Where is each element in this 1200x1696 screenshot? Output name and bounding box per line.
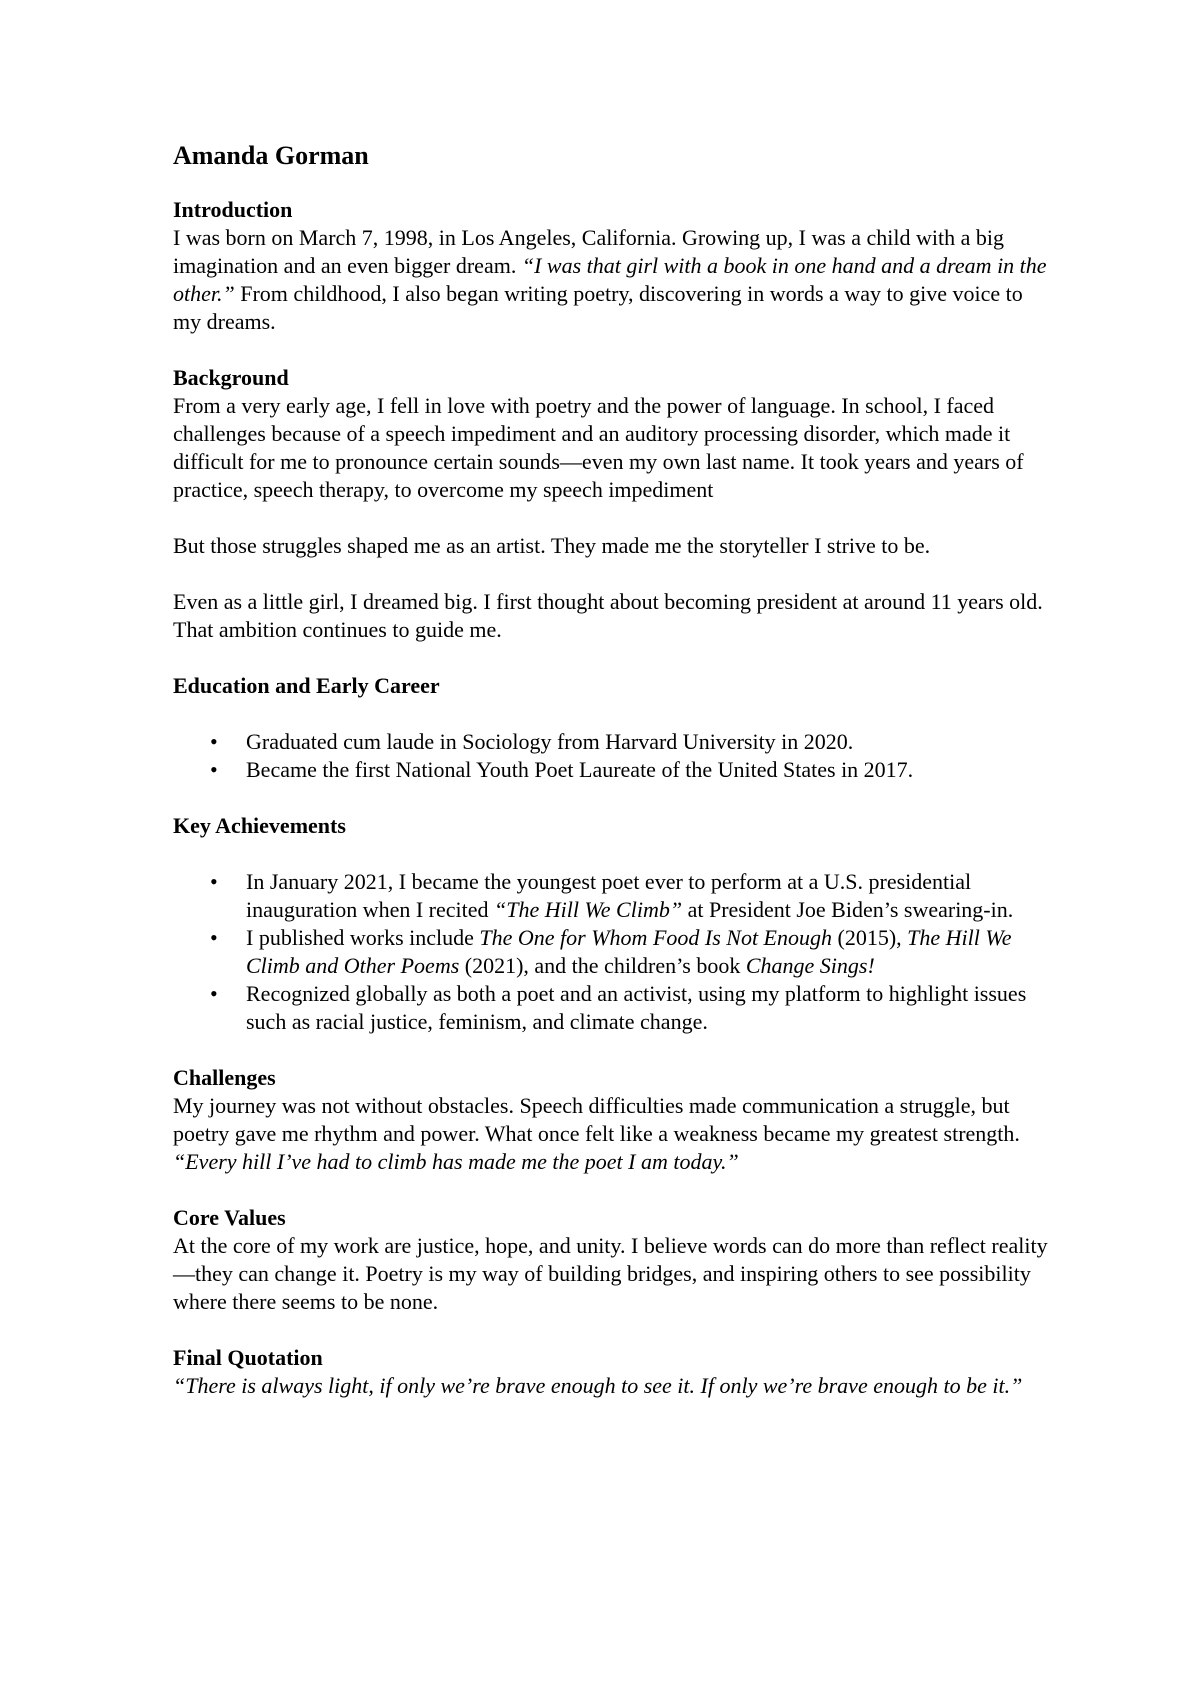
document-page xyxy=(173,138,1053,1428)
achievements-section xyxy=(173,812,1053,1036)
final-quotation-heading: Final Quotation xyxy=(173,1345,323,1370)
achievement-2-text-2: (2015), xyxy=(832,925,908,950)
final-quotation-section xyxy=(173,1344,1053,1400)
achievement-2-title-1: The One for Whom Food Is Not Enough xyxy=(479,925,832,950)
achievement-2-text-1: I published works include xyxy=(246,925,480,950)
education-heading: Education and Early Career xyxy=(173,673,440,698)
education-list xyxy=(173,728,1053,784)
list-item xyxy=(173,868,1053,924)
achievement-2-text-3: (2021), and the children’s book xyxy=(459,953,746,978)
achievement-2-title-3: Change Sings! xyxy=(745,953,875,978)
achievement-1-title: “The Hill We Climb” xyxy=(494,897,683,922)
list-item: • Became the first National Youth Poet Laureate of the United States in 2017. xyxy=(173,756,1053,784)
core-values-paragraph: At the core of my work are justice, hope, and unity. I believe words can do more than reflect reality—they can change it. Poetry is my way of building bridges, and inspiring others to see possibility where there seems to be none. xyxy=(173,1233,1048,1314)
achievements-list xyxy=(173,868,1053,1036)
challenges-paragraph xyxy=(173,1092,1053,1176)
education-section xyxy=(173,672,1053,784)
list-item: • Graduated cum laude in Sociology from Harvard University in 2020. xyxy=(173,728,1053,756)
introduction-text-1: I was born on March 7, 1998, in Los Angeles, California. Growing up, I was a child with a big imagination and an even bigger dream. xyxy=(173,225,1004,278)
challenges-quote: “Every hill I’ve had to climb has made me the poet I am today.” xyxy=(173,1149,739,1174)
background-paragraph-3: Even as a little girl, I dreamed big. I first thought about becoming president at around 11 years old. That ambition continues to guide me. xyxy=(173,589,1043,642)
achievement-1-text-1: In January 2021, I became the youngest poet ever to perform at a U.S. presidential inauguration when I recited xyxy=(246,869,972,922)
background-heading: Background xyxy=(173,365,289,390)
core-values-section xyxy=(173,1204,1053,1316)
challenges-section xyxy=(173,1064,1053,1176)
introduction-section xyxy=(173,196,1053,336)
background-paragraph-1: From a very early age, I fell in love with poetry and the power of language. In school, I faced challenges because of a speech impediment and an auditory processing disorder, which made it difficult for me to pronounce certain sounds—even my own last name. It took years and years of practice, speech therapy, to overcome my speech impediment xyxy=(173,393,1024,502)
challenges-text: My journey was not without obstacles. Speech difficulties made communication a struggle, but poetry gave me rhythm and power. What once felt like a weakness became my greatest strength. xyxy=(173,1093,1020,1146)
challenges-heading: Challenges xyxy=(173,1065,276,1090)
achievements-heading: Key Achievements xyxy=(173,813,346,838)
list-item xyxy=(173,924,1053,980)
list-item: • Recognized globally as both a poet and an activist, using my platform to highlight issues such as racial justice, feminism, and climate change. xyxy=(173,980,1053,1036)
final-quotation-text xyxy=(173,1372,1053,1400)
core-values-heading: Core Values xyxy=(173,1205,286,1230)
final-quote: “There is always light, if only we’re brave enough to see it. If only we’re brave enough to be it.” xyxy=(173,1373,1023,1398)
document-title: Amanda Gorman xyxy=(173,141,369,170)
background-paragraph-2: But those struggles shaped me as an artist. They made me the storyteller I strive to be. xyxy=(173,533,931,558)
introduction-heading: Introduction xyxy=(173,197,293,222)
achievement-2-title-2: The Hill We Climb and Other Poems xyxy=(246,925,1012,978)
achievement-1-text-2: at President Joe Biden’s swearing-in. xyxy=(682,897,1014,922)
introduction-text-2: From childhood, I also began writing poetry, discovering in words a way to give voice to my dreams. xyxy=(173,281,1023,334)
introduction-quote: “I was that girl with a book in one hand and a dream in the other.” xyxy=(173,253,1047,306)
introduction-paragraph xyxy=(173,224,1053,336)
background-section xyxy=(173,364,1053,644)
